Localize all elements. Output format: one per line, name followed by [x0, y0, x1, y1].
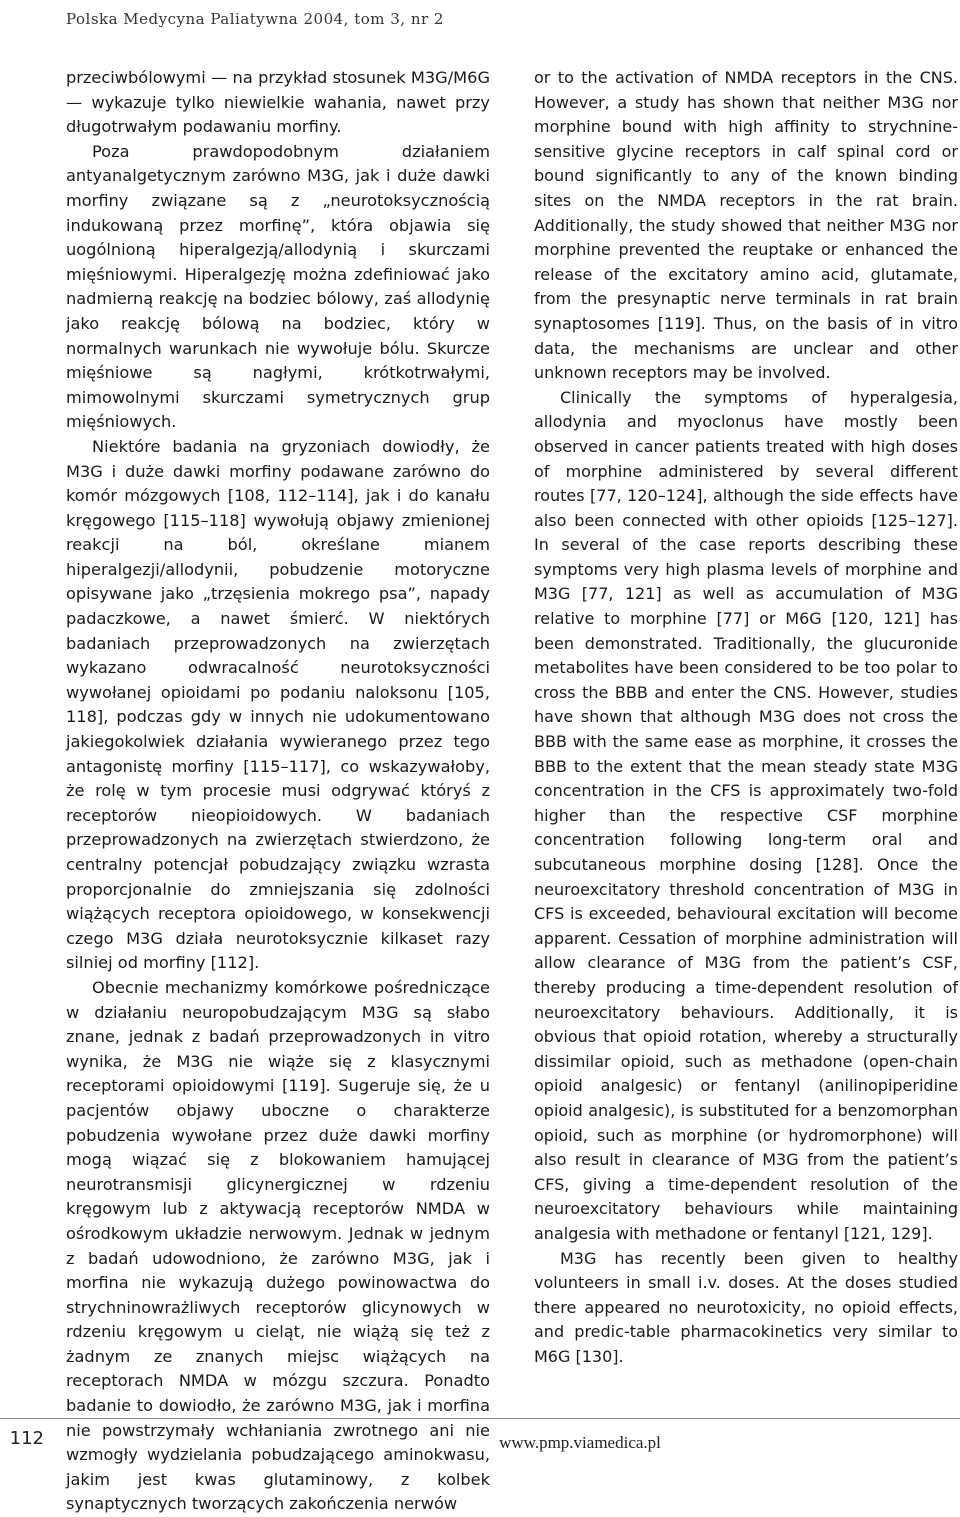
paragraph: Clinically the symptoms of hyperalgesia, allodynia and myoclonus have mostly been observed in cancer patients treated with high doses of morphine administered by several different routes [77, 120–124], although the side effects have also been connected with other opioids [125–127]. In several of the case reports describing these symptoms very high plasma levels of morphine and M3G [77, 121] as well as accumulation of M3G relative to morphine [77] or M6G [120, 121] has been demonstrated. Traditionally, the glucuronide metabolites have been considered to be too polar to cross the BBB and enter the CNS. However, studies have shown that although M3G does not cross the BBB with the same ease as morphine, it crosses the BBB to the extent that the mean steady state M3G concentration in the CFS is approximately two-fold higher than the respective CSF morphine concentration following long-term oral and subcutaneous morphine dosing [128]. Once the neuroexcitatory threshold concentration of M3G in CFS is exceeded, behavioural excitation will become apparent. Cessation of morphine administration will allow clearance of M3G from the patient’s CSF, thereby producing a time-dependent resolution of neuroexcitatory behaviours. Additionally, it is obvious that opioid rotation, whereby a structurally dissimilar opioid, such as methadone (open-chain opioid analgesic) or fentanyl (anilinopiperidine opioid analgesic), is substituted for a benzomorphan opioid, such as morphine (or hydromorphone) will also result in clearance of M3G from the patient’s CFS, giving a time-dependent resolution of the neuroexcitatory behaviours while maintaining analgesia with methadone or fentanyl [121, 129].	[534, 387, 958, 1243]
paragraph: Poza prawdopodobnym działaniem antyanalgetycznym zarówno M3G, jak i duże dawki morfiny związane są z „neurotoksycznością indukowaną przez morfinę”, która objawia się uogólnioną hiperalgezją/allodynią i skurczami mięśniowymi. Hiperalgezję można zdefiniować jako nadmierną reakcję na bodziec bólowy, zaś allodynię jako reakcję bólową na bodziec, który w normalnych warunkach nie wywołuje bólu. Skurcze mięśniowe są nagłymi, krótkotrwałymi, mimowolnymi skurczami symetrycznych grup mięśniowych.	[66, 141, 490, 432]
footer-rule	[0, 1418, 960, 1419]
paragraph: or to the activation of NMDA receptors in the CNS. However, a study has shown that neither M3G nor morphine bound with high affinity to strychnine-sensitive glycine receptors in calf spinal cord or bound significantly to any of the known binding sites on the NMDA receptors in the rat brain. Additionally, the study showed that neither M3G nor morphine prevented the reuptake or enhanced the release of the excitatory amino acid, glutamate, from the presynaptic nerve terminals in rat brain synaptosomes [119]. Thus, on the basis of in vitro data, the mechanisms are unclear and other unknown receptors may be involved.	[534, 68, 958, 383]
paragraph: Niektóre badania na gryzoniach dowiodły, że M3G i duże dawki morfiny podawane zarówno do komór mózgowych [108, 112–114], jak i do kanału kręgowego [115–118] wywołują objawy zmienionej reakcji na ból, określane mianem hiperalgezji/allodynii, pobudzenie motoryczne opisywane jako „trzęsienia mokrego psa”, napady padaczkowe, a nawet śmierć. W niektórych badaniach przeprowadzonych na zwierzętach wykazano odwracalność neurotoksyczności wywołanej opioidami po podaniu naloksonu [105, 118], podczas gdy w innych nie udokumentowano jakiegokolwiek działania wywieranego przez tego antagonistę morfiny [115–117], co wskazywałoby, że rolę w tym procesie musi odgrywać któryś z receptorów nieopioidowych. W badaniach przeprowadzonych na zwierzętach stwierdzono, że centralny potencjał pobudzający związku wzrasta proporcjonalnie do zmniejszania się zdolności wiążących receptora opioidowego, w konsekwencji czego M3G działa neurotoksycznie kilkaset razy silniej od morfiny [112].	[66, 436, 490, 973]
left-column	[66, 66, 490, 1517]
footer-url: www.pmp.viamedica.pl	[499, 1433, 661, 1452]
paragraph: M3G has recently been given to healthy volunteers in small i.v. doses. At the doses studied there appeared no neurotoxicity, no opioid effects, and predic-table pharmacokinetics very similar to M6G [130].	[534, 1248, 958, 1366]
paragraph: przeciwbólowymi — na przykład stosunek M3G/M6G — wykazuje tylko niewielkie wahania, nawet przy długotrwałym podawaniu morfiny.	[66, 68, 490, 137]
page-number: 112	[9, 1428, 44, 1449]
right-column	[534, 66, 958, 1369]
paragraph: Obecnie mechanizmy komórkowe pośredniczące w działaniu neuropobudzającym M3G są słabo znane, jednak z badań przeprowadzonych in vitro wynika, że M3G nie wiąże się z klasycznymi receptorami opioidowymi [119]. Sugeruje się, że u pacjentów objawy uboczne o charakterze pobudzenia wywołane przez duże dawki morfiny mogą wiązać się z blokowaniem hamującej neurotransmisji glicynergicznej w rdzeniu kręgowym lub z aktywacją receptorów NMDA w ośrodkowym układzie nerwowym. Jednak w jednym z badań udowodniono, że zarówno M3G, jak i morfina nie wykazują dużego powinowactwa do strychninowrażliwych receptorów glicynowych w rdzeniu kręgowym u cieląt, nie wiążą się też z żadnym ze znanych miejsc wiążących na receptorach NMDA w mózgu szczura. Ponadto badanie to dowiodło, że zarówno M3G, jak i morfina nie powstrzymały wchłaniania zwrotnego ani nie wzmogły wydzielania pobudzającego aminokwasu, jakim jest kwas glutaminowy, z kolbek synaptycznych tworzących zakończenia nerwów	[66, 977, 490, 1514]
running-head: Polska Medycyna Paliatywna 2004, tom 3, nr 2	[66, 10, 444, 28]
